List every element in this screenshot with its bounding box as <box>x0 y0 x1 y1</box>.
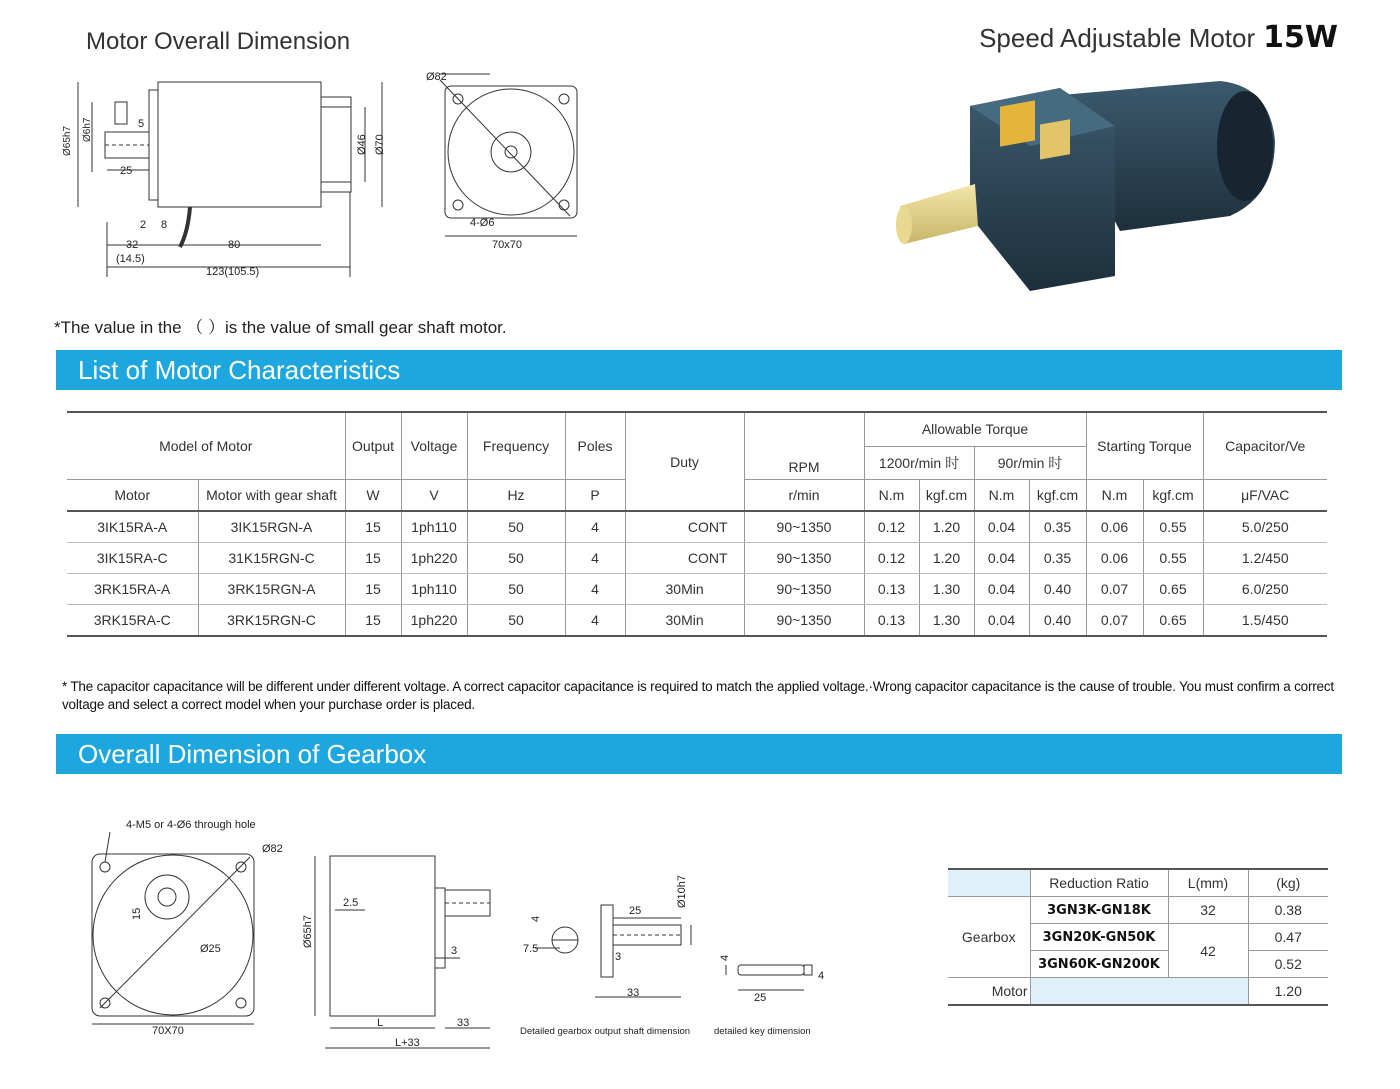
dim-shaft-33: 33 <box>627 987 640 999</box>
gt-r2: 3GN20K-GN50K <box>1030 924 1168 951</box>
cell-nm2: 0.04 <box>974 574 1029 605</box>
gearbox-weight-table <box>948 868 1328 1006</box>
brand-power: 15W <box>1263 20 1338 55</box>
cell-nm1: 0.12 <box>864 543 919 574</box>
dim-gear-d65h7: Ø65h7 <box>302 914 314 948</box>
dim-gear-holes: 4-M5 or 4-Ø6 through hole <box>126 819 256 831</box>
motor-side-drawing <box>60 62 390 292</box>
dim-shaft-3: 3 <box>615 951 622 963</box>
th-unit-nm1: N.m <box>864 480 919 512</box>
th-allowable-torque: Allowable Torque <box>864 412 1086 446</box>
th-unit-nm2: N.m <box>974 480 1029 512</box>
cell-kgf3: 0.55 <box>1143 543 1203 574</box>
gt-gearbox: Gearbox <box>948 897 1030 978</box>
dim-shaft-4: 4 <box>530 915 542 922</box>
th-rpm: RPM <box>744 412 864 480</box>
dim-total: 123(105.5) <box>206 266 260 278</box>
brand-title <box>979 20 1338 55</box>
cell-nm1: 0.13 <box>864 605 919 637</box>
caption-shaft: Detailed gearbox output shaft dimension <box>520 1026 691 1037</box>
dim-d46: Ø46 <box>356 134 368 155</box>
cell-cap: 6.0/250 <box>1203 574 1327 605</box>
th-1200: 1200r/min 时 <box>864 446 974 479</box>
cell-kgf1: 1.30 <box>919 605 974 637</box>
gearbox-side-drawing <box>295 848 505 1058</box>
gt-r1: 3GN3K-GN18K <box>1030 897 1168 924</box>
dim-gear-2-5: 2.5 <box>343 897 359 909</box>
dim-gear-d82: Ø82 <box>262 843 283 855</box>
page-title: Motor Overall Dimension <box>86 28 351 55</box>
cell-gear: 3IK15RGN-A <box>198 511 345 543</box>
motor-product-image <box>890 66 1290 296</box>
brand-text: Speed Adjustable Motor <box>979 23 1256 53</box>
th-unit-rmin: r/min <box>744 480 864 512</box>
dim-5: 5 <box>138 118 145 130</box>
cell-kgf1: 1.20 <box>919 511 974 543</box>
dim-gear-square: 70X70 <box>152 1025 184 1037</box>
cell-nm3: 0.07 <box>1086 605 1143 637</box>
dim-d65h7: Ø65h7 <box>62 125 73 156</box>
cell-kgf2: 0.35 <box>1029 511 1086 543</box>
section-characteristics-bar: List of Motor Characteristics <box>56 350 1342 390</box>
th-model: Model of Motor <box>67 412 345 480</box>
dim-gear-L: L <box>377 1017 384 1029</box>
cell-hz: 50 <box>467 605 565 637</box>
cell-rpm: 90~1350 <box>744 574 864 605</box>
cell-rpm: 90~1350 <box>744 543 864 574</box>
dim-d82-front: Ø82 <box>426 71 447 83</box>
th-unit-kgf2: kgf.cm <box>1029 480 1086 512</box>
cell-kgf1: 1.20 <box>919 543 974 574</box>
cell-nm3: 0.07 <box>1086 574 1143 605</box>
cell-gear: 31K15RGN-C <box>198 543 345 574</box>
th-frequency: Frequency <box>467 412 565 480</box>
cell-motor: 3RK15RA-A <box>67 574 198 605</box>
small-gear-note: *The value in the （ ）is the value of small gear shaft motor. <box>54 318 507 337</box>
cell-gear: 3RK15RGN-C <box>198 605 345 637</box>
cell-p: 4 <box>565 574 625 605</box>
th-unit-v: V <box>401 480 467 512</box>
dim-key-25: 25 <box>754 992 767 1004</box>
key-detail-drawing <box>710 935 840 1040</box>
th-unit-hz: Hz <box>467 480 565 512</box>
cell-kgf1: 1.30 <box>919 574 974 605</box>
cell-nm3: 0.06 <box>1086 543 1143 574</box>
cell-w: 15 <box>345 574 401 605</box>
dim-key-4b: 4 <box>818 970 825 982</box>
dim-shaft-25: 25 <box>629 905 642 917</box>
dim-holes: 4-Ø6 <box>470 217 495 229</box>
th-unit-w: W <box>345 480 401 512</box>
table-row <box>67 574 1327 605</box>
gt-motor: Motor <box>948 978 1030 1006</box>
cell-motor: 3RK15RA-C <box>67 605 198 637</box>
th-motor-gear: Motor with gear shaft <box>198 480 345 512</box>
gt-r3: 3GN60K-GN200K <box>1030 951 1168 978</box>
cell-v: 1ph110 <box>401 574 467 605</box>
gt-kg1: 0.38 <box>1248 897 1328 924</box>
dim-14-5: (14.5) <box>116 253 145 265</box>
cell-hz: 50 <box>467 574 565 605</box>
dim-gear-33: 33 <box>457 1017 470 1029</box>
dim-gear-3: 3 <box>451 945 458 957</box>
cell-kgf2: 0.40 <box>1029 574 1086 605</box>
cell-nm1: 0.12 <box>864 511 919 543</box>
dim-gear-L33: L+33 <box>395 1037 420 1049</box>
dim-25: 25 <box>120 165 133 177</box>
cell-kgf3: 0.65 <box>1143 605 1203 637</box>
cell-motor: 3IK15RA-C <box>67 543 198 574</box>
th-poles: Poles <box>565 412 625 480</box>
th-capacitor: Capacitor/Ve <box>1203 412 1327 480</box>
dim-d6h7: Ø6h7 <box>82 117 93 142</box>
cell-w: 15 <box>345 511 401 543</box>
dim-32: 32 <box>126 239 139 251</box>
table-row <box>67 511 1327 543</box>
cell-hz: 50 <box>467 543 565 574</box>
cell-p: 4 <box>565 511 625 543</box>
th-motor: Motor <box>114 487 151 503</box>
motor-front-drawing <box>420 66 590 256</box>
table-row <box>67 605 1327 637</box>
cell-rpm: 90~1350 <box>744 605 864 637</box>
cell-v: 1ph220 <box>401 605 467 637</box>
cell-p: 4 <box>565 605 625 637</box>
cell-v: 1ph220 <box>401 543 467 574</box>
cell-w: 15 <box>345 605 401 637</box>
cell-duty: 30Min <box>625 574 744 605</box>
gt-kg-motor: 1.20 <box>1248 978 1328 1006</box>
dim-gear-d25: Ø25 <box>200 943 221 955</box>
dim-8: 8 <box>161 219 168 231</box>
th-unit-kgf1: kgf.cm <box>919 480 974 512</box>
cell-duty: 30Min <box>625 605 744 637</box>
cell-kgf2: 0.40 <box>1029 605 1086 637</box>
th-unit-nm3: N.m <box>1086 480 1143 512</box>
gt-kg2: 0.47 <box>1248 924 1328 951</box>
th-duty: Duty <box>625 412 744 511</box>
dim-shaft-7-5: 7.5 <box>523 943 539 955</box>
cell-nm1: 0.13 <box>864 574 919 605</box>
th-unit-kgf3: kgf.cm <box>1143 480 1203 512</box>
cell-duty: CONT <box>625 511 744 543</box>
cell-v: 1ph110 <box>401 511 467 543</box>
dim-2: 2 <box>140 219 147 231</box>
cell-cap: 5.0/250 <box>1203 511 1327 543</box>
cell-duty: CONT <box>625 543 744 574</box>
gt-h-ratio: Reduction Ratio <box>1030 869 1168 897</box>
th-voltage: Voltage <box>401 412 467 480</box>
dim-key-4: 4 <box>719 954 731 961</box>
cell-cap: 1.2/450 <box>1203 543 1327 574</box>
cell-kgf3: 0.65 <box>1143 574 1203 605</box>
th-unit-cap: μF/VAC <box>1203 480 1327 512</box>
cell-kgf2: 0.35 <box>1029 543 1086 574</box>
gearbox-front-drawing <box>80 812 290 1042</box>
cell-motor: 3IK15RA-A <box>67 511 198 543</box>
section-gearbox-bar: Overall Dimension of Gearbox <box>56 734 1342 774</box>
cell-nm2: 0.04 <box>974 543 1029 574</box>
cell-p: 4 <box>565 543 625 574</box>
gt-l1: 32 <box>1168 897 1248 924</box>
caption-key: detailed key dimension <box>714 1026 811 1037</box>
gt-h-kg: (kg) <box>1248 869 1328 897</box>
cell-kgf3: 0.55 <box>1143 511 1203 543</box>
dim-d70: Ø70 <box>374 134 386 155</box>
cell-nm2: 0.04 <box>974 605 1029 637</box>
th-90: 90r/min 时 <box>974 446 1086 479</box>
characteristics-table <box>67 411 1327 637</box>
shaft-detail-drawing <box>515 870 705 1040</box>
cell-nm3: 0.06 <box>1086 511 1143 543</box>
gt-kg3: 0.52 <box>1248 951 1328 978</box>
table-row <box>67 543 1327 574</box>
cell-gear: 3RK15RGN-A <box>198 574 345 605</box>
dim-square: 70x70 <box>492 239 522 251</box>
cell-cap: 1.5/450 <box>1203 605 1327 637</box>
dim-80: 80 <box>228 239 241 251</box>
th-unit-p: P <box>565 480 625 512</box>
dim-gear-15: 15 <box>131 907 143 920</box>
dim-shaft-d10h7: Ø10h7 <box>676 874 688 908</box>
cell-w: 15 <box>345 543 401 574</box>
cell-hz: 50 <box>467 511 565 543</box>
capacitor-note: * The capacitor capacitance will be different under different voltage. A correct capacitor capacitance is required to match the applied voltage.·Wrong capacitor capacitance is the cause of trouble. You must confirm a correct voltage and select a correct model when your purchase order is placed. <box>62 679 1334 712</box>
cell-rpm: 90~1350 <box>744 511 864 543</box>
cell-nm2: 0.04 <box>974 511 1029 543</box>
th-output: Output <box>345 412 401 480</box>
th-starting-torque: Starting Torque <box>1086 412 1203 480</box>
gt-h-l: L(mm) <box>1168 869 1248 897</box>
gt-l2: 42 <box>1168 924 1248 978</box>
